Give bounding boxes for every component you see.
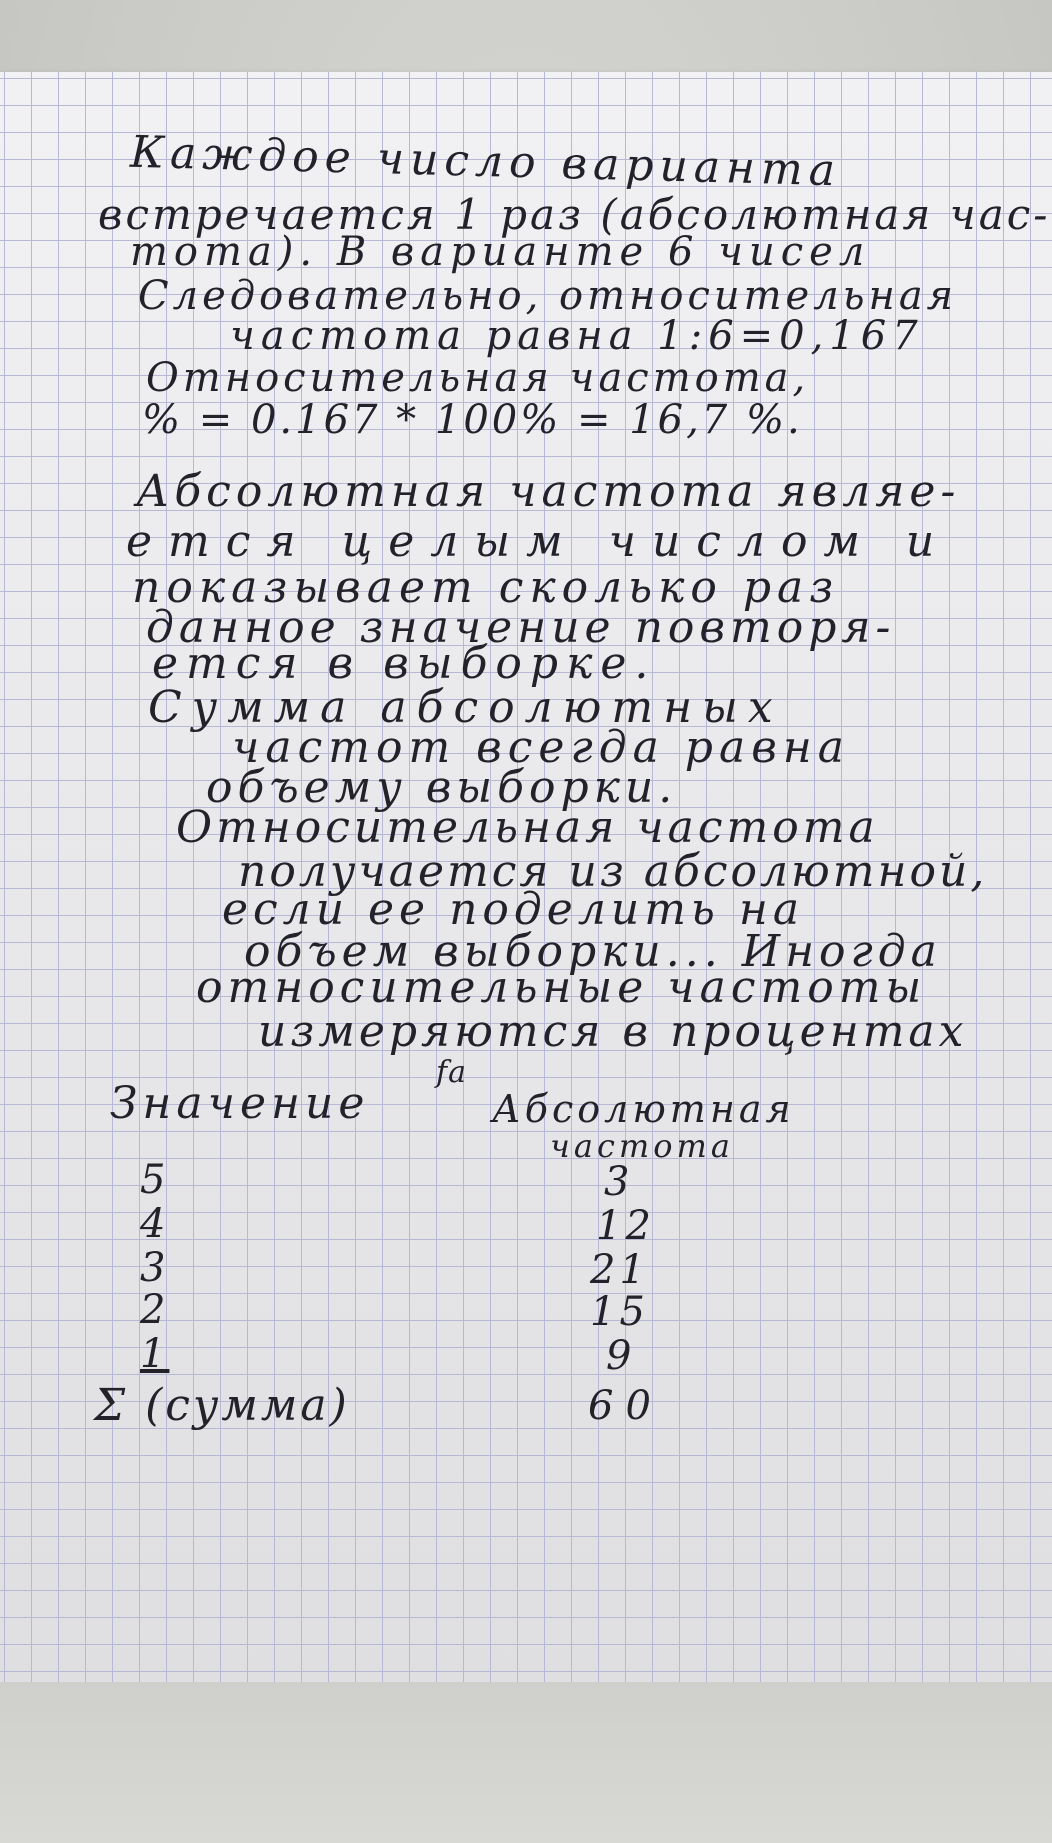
- table-row-freq: 9: [606, 1333, 636, 1379]
- note-line-7: % = 0.167 * 100% = 16,7 %.: [142, 397, 803, 443]
- note-line-19: объем выборки... Иногда: [244, 926, 942, 977]
- table-row-value: 1: [140, 1331, 170, 1377]
- note-line-16: Относительная частота: [176, 802, 879, 853]
- note-line-17: получается из абсолютной,: [238, 846, 988, 897]
- table-header-freq-2: частота: [550, 1127, 734, 1165]
- table-row-freq: 15: [590, 1289, 649, 1335]
- table-header-value: Значение: [110, 1078, 370, 1129]
- note-line-20: относительные частоты: [196, 962, 927, 1013]
- table-row-value: 2: [140, 1287, 170, 1333]
- table-sum-label: Σ (сумма): [94, 1380, 350, 1431]
- note-line-4: Следовательно, относительная: [138, 273, 958, 319]
- note-line-5: частота равна 1:6=0,167: [230, 313, 924, 359]
- note-line-1: Каждое число варианта: [129, 126, 842, 197]
- note-line-12: ется в выборке.: [152, 638, 657, 689]
- note-line-2: встречается 1 раз (абсолютная час-: [98, 190, 1051, 239]
- note-line-9: ется целым числом и: [126, 516, 951, 567]
- note-line-11: данное значение повторя-: [146, 602, 896, 653]
- table-row-freq: 3: [604, 1159, 634, 1205]
- table-sum-value: 60: [588, 1383, 663, 1429]
- note-line-18: если ее поделить на: [222, 884, 805, 935]
- table-row-freq: 12: [596, 1203, 655, 1249]
- table-header-freq: Абсолютная: [492, 1087, 795, 1131]
- note-line-6: Относительная частота,: [146, 355, 810, 401]
- paper-bottom-shadow: [0, 1682, 1052, 1843]
- note-line-3: тота). В варианте 6 чисел: [130, 229, 871, 275]
- note-line-21: измеряются в процентах: [258, 1006, 968, 1057]
- note-line-10: показывает сколько раз: [132, 562, 840, 613]
- table-row-freq: 21: [590, 1247, 649, 1293]
- note-line-8: Абсолютная частота являе-: [136, 466, 961, 517]
- table-header-symbol: fa: [436, 1055, 467, 1090]
- note-line-13: Сумма абсолютных: [148, 682, 783, 733]
- note-line-14: частот всегда равна: [232, 722, 851, 773]
- table-row-value: 4: [140, 1201, 170, 1247]
- note-line-15: объему выборки.: [206, 762, 678, 813]
- table-row-value: 3: [140, 1245, 170, 1291]
- table-row-value: 5: [140, 1157, 170, 1203]
